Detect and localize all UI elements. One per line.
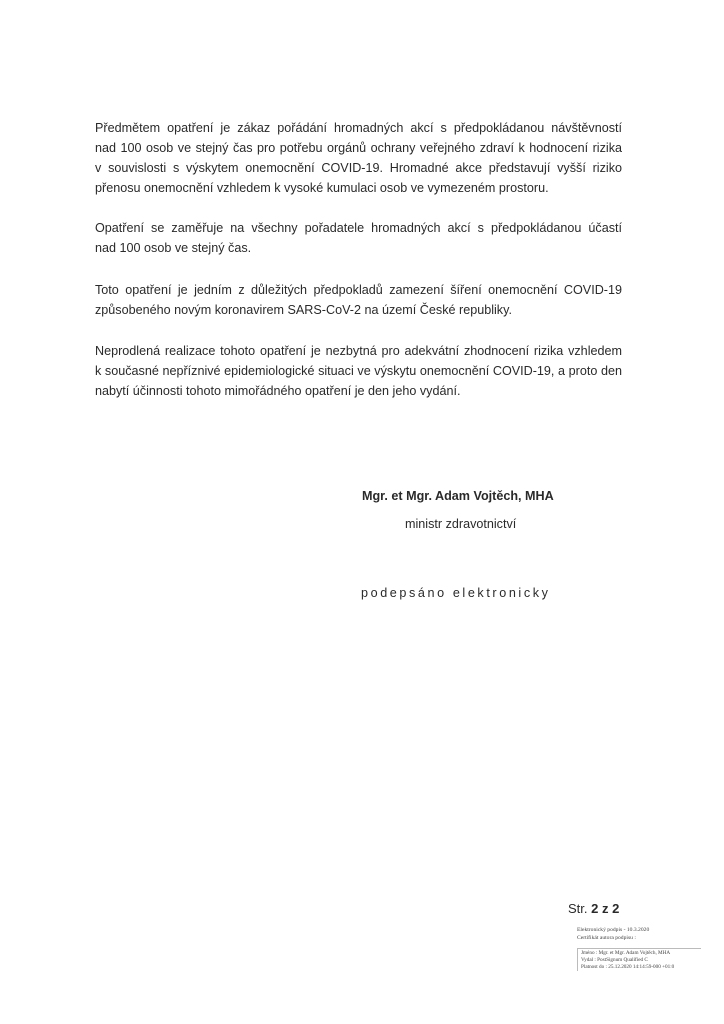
paragraph-line: nad 100 osob ve stejný čas pro potřebu orgánů ochrany veřejného zdraví k hodnocení rizika <box>95 141 622 155</box>
paragraph-line: k současné nepříznivé epidemiologické situaci ve výskytu onemocnění COVID-19, a proto den <box>95 364 622 378</box>
paragraph-target <box>95 218 622 258</box>
stamp-signer: Jméno : Mgr. et Mgr. Adam Vojtěch, MHA <box>581 950 671 956</box>
paragraph-line: v souvislosti s výskytem onemocnění COVID-19. Hromadné akce představují vyšší riziko <box>95 161 622 175</box>
page-total: 2 <box>612 901 620 916</box>
page-separator: z <box>602 901 609 916</box>
signatory-name: Mgr. et Mgr. Adam Vojtěch, MHA <box>362 489 554 503</box>
signatory-title: ministr zdravotnictví <box>405 517 517 531</box>
paragraph-line: Předmětem opatření je zákaz pořádání hromadných akcí s předpokládanou návštěvností <box>95 121 622 135</box>
paragraph-line: Opatření se zaměřuje na všechny pořadatele hromadných akcí s předpokládanou účastí <box>95 221 622 235</box>
signed-electronically-note: podepsáno elektronicky <box>361 586 551 600</box>
page-number <box>568 901 619 916</box>
paragraph-line: Toto opatření je jedním z důležitých předpokladů zamezení šíření onemocnění COVID-19 <box>95 283 622 297</box>
paragraph-importance <box>95 280 622 320</box>
paragraph-line: nabytí účinnosti tohoto mimořádného opatření je den jeho vydání. <box>95 384 461 398</box>
paragraph-subject <box>95 118 622 198</box>
stamp-issuer: Vydal : PostSignum Qualified C <box>581 957 648 963</box>
stamp-validity: Platnost do : 25.12.2020 14:14:59-000 +01:0 <box>581 964 675 970</box>
page-current: 2 <box>591 901 599 916</box>
paragraph-effectiveness <box>95 341 622 401</box>
paragraph-line: způsobeného novým koronavirem SARS-CoV-2 na území České republiky. <box>95 303 512 317</box>
paragraph-line: přenosu onemocnění vzhledem k vysoké kumulaci osob ve vymezeném prostoru. <box>95 181 549 195</box>
stamp-certificate-label: Certifikát autora podpisu : <box>577 935 636 941</box>
page-prefix: Str. <box>568 901 588 916</box>
stamp-details <box>577 948 701 971</box>
paragraph-line: nad 100 osob ve stejný čas. <box>95 241 252 255</box>
electronic-signature-stamp <box>577 926 701 971</box>
paragraph-line: Neprodlená realizace tohoto opatření je nezbytná pro adekvátní zhodnocení rizika vzhledem <box>95 344 622 358</box>
stamp-date: Elektronický podpis - 10.3.2020 <box>577 927 650 933</box>
